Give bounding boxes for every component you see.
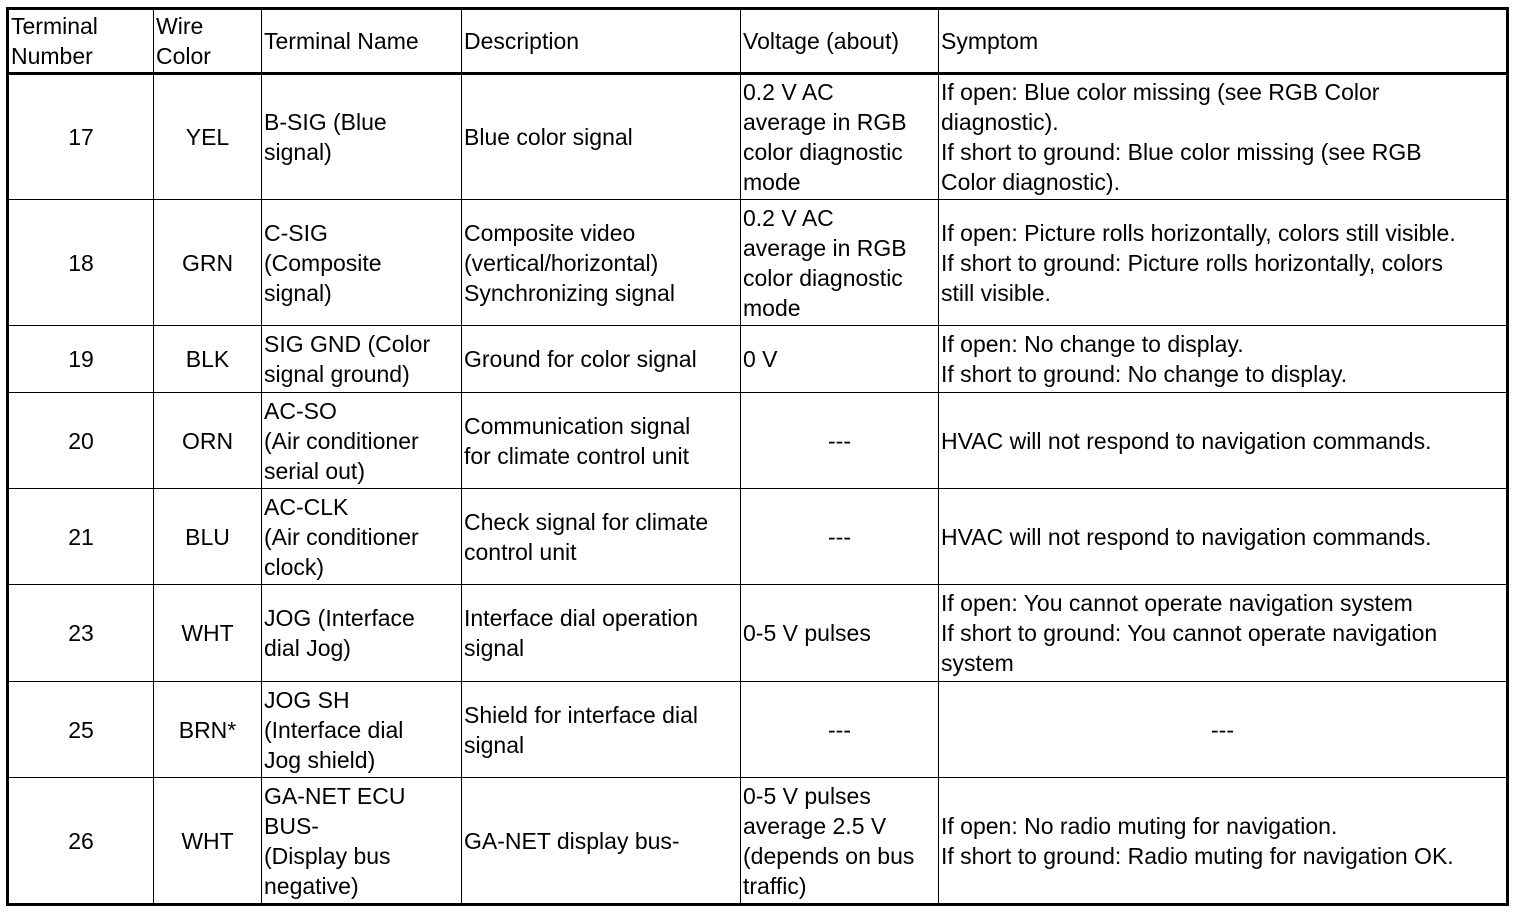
terminal-number-cell: 18 [8,200,154,326]
terminal-name-cell: AC-CLK (Air conditioner clock) [262,489,462,585]
terminal-number-cell: 23 [8,585,154,682]
table-row [8,489,1508,585]
table-row [8,393,1508,489]
header-description: Description [462,9,741,74]
header-terminal-number: Terminal Number [8,9,154,74]
terminal-number-cell: 17 [8,74,154,200]
voltage-cell: 0.2 V AC average in RGB color diagnostic mode [741,200,939,326]
description-cell: Check signal for climate control unit [462,489,741,585]
description-cell: Communication signal for climate control unit [462,393,741,489]
table-row [8,326,1508,393]
symptom-cell: --- [939,682,1508,778]
terminal-name-cell: JOG (Interface dial Jog) [262,585,462,682]
wire-color-cell: BLK [154,326,262,393]
terminal-name-cell: GA-NET ECU BUS- (Display bus negative) [262,778,462,905]
terminal-name-cell: SIG GND (Color signal ground) [262,326,462,393]
terminal-number-cell: 26 [8,778,154,905]
symptom-cell: If open: Blue color missing (see RGB Color diagnostic). If short to ground: Blue color missing (see RGB Color diagnostic). [939,74,1508,200]
wire-color-cell: YEL [154,74,262,200]
terminal-number-cell: 20 [8,393,154,489]
symptom-cell: If open: No radio muting for navigation. If short to ground: Radio muting for navigation OK. [939,778,1508,905]
terminal-table [6,7,1509,906]
table-row [8,778,1508,905]
symptom-cell: HVAC will not respond to navigation commands. [939,489,1508,585]
voltage-cell: 0-5 V pulses [741,585,939,682]
terminal-name-cell: C-SIG (Composite signal) [262,200,462,326]
symptom-cell: If open: No change to display. If short to ground: No change to display. [939,326,1508,393]
wire-color-cell: BRN* [154,682,262,778]
symptom-cell: If open: Picture rolls horizontally, colors still visible. If short to ground: Picture rolls horizontally, colors still visible. [939,200,1508,326]
description-cell: Interface dial operation signal [462,585,741,682]
terminal-name-cell: AC-SO (Air conditioner serial out) [262,393,462,489]
table-row [8,74,1508,200]
terminal-name-cell: JOG SH (Interface dial Jog shield) [262,682,462,778]
wire-color-cell: BLU [154,489,262,585]
terminal-number-cell: 25 [8,682,154,778]
description-cell: Composite video (vertical/horizontal) Synchronizing signal [462,200,741,326]
voltage-cell: 0.2 V AC average in RGB color diagnostic mode [741,74,939,200]
header-terminal-name: Terminal Name [262,9,462,74]
header-row [8,9,1508,74]
voltage-cell: --- [741,489,939,585]
header-wire-color: Wire Color [154,9,262,74]
description-cell: Shield for interface dial signal [462,682,741,778]
header-symptom: Symptom [939,9,1508,74]
symptom-cell: If open: You cannot operate navigation system If short to ground: You cannot operate navigation system [939,585,1508,682]
symptom-cell: HVAC will not respond to navigation commands. [939,393,1508,489]
table-row [8,200,1508,326]
voltage-cell: 0-5 V pulses average 2.5 V (depends on bus traffic) [741,778,939,905]
terminal-number-cell: 21 [8,489,154,585]
table-row [8,585,1508,682]
wire-color-cell: WHT [154,778,262,905]
voltage-cell: --- [741,393,939,489]
description-cell: Blue color signal [462,74,741,200]
terminal-name-cell: B-SIG (Blue signal) [262,74,462,200]
voltage-cell: --- [741,682,939,778]
wire-color-cell: GRN [154,200,262,326]
wire-color-cell: ORN [154,393,262,489]
description-cell: GA-NET display bus- [462,778,741,905]
voltage-cell: 0 V [741,326,939,393]
description-cell: Ground for color signal [462,326,741,393]
table-row [8,682,1508,778]
header-voltage: Voltage (about) [741,9,939,74]
wire-color-cell: WHT [154,585,262,682]
terminal-number-cell: 19 [8,326,154,393]
